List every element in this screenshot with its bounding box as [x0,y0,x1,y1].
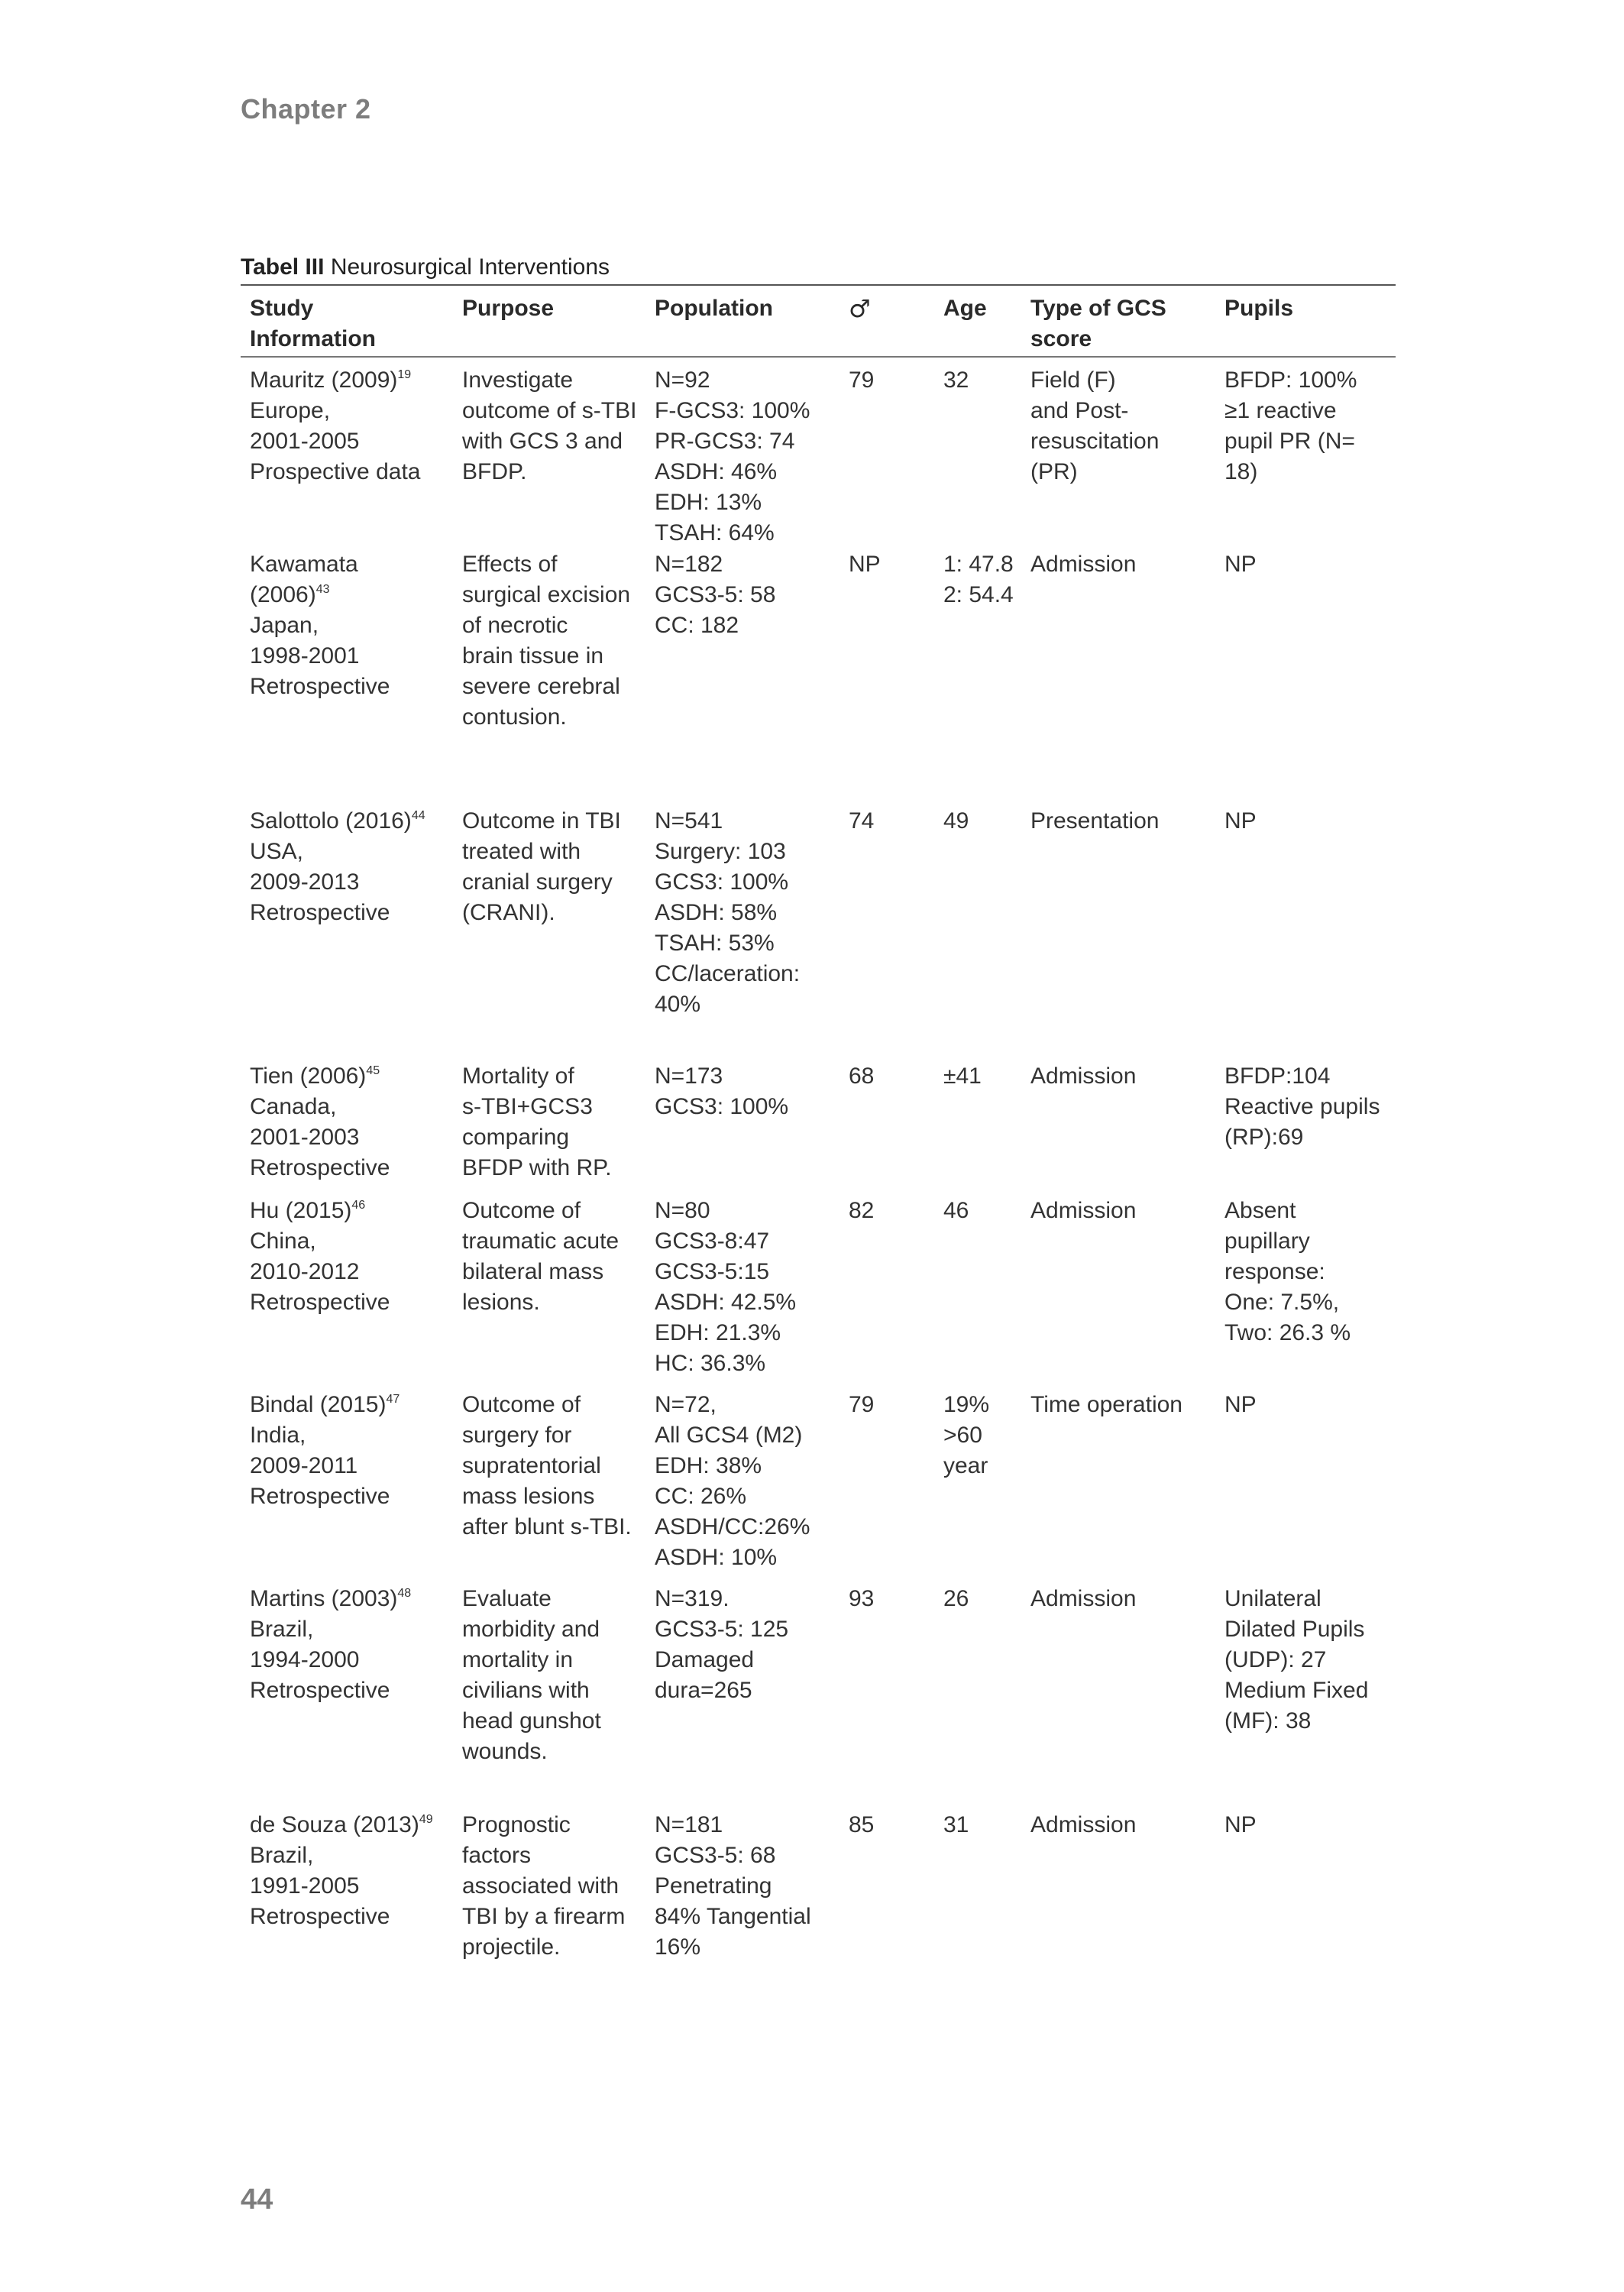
cell-population: N=181 GCS3-5: 68 Penetrating 84% Tangential 16% [655,1812,811,1960]
header-population: Population [655,296,773,321]
cell-purpose: Investigate outcome of s-TBI with GCS 3 and BFDP. [462,367,637,484]
table-caption [241,254,610,281]
study-year: (2006) [250,582,316,607]
table-body [241,357,1396,1963]
table-row [241,1810,1396,1963]
cell-age: 32 [943,367,969,393]
reference-number: 44 [411,809,425,822]
cell-population: N=319. GCS3-5: 125 Damaged dura=265 [655,1586,789,1703]
male-symbol-icon: ♂ [849,294,871,323]
header-study: Study Information [250,296,376,351]
cell-age: 26 [943,1586,969,1611]
cell-pupils: NP [1224,552,1257,577]
reference-number: 43 [315,583,330,596]
cell-purpose: Outcome in TBI treated with cranial surgery (CRANI). [462,808,621,925]
cell-study: Bindal $(2015)^{47}$ India, 2009-2011 Retrospective [250,1392,400,1509]
reference-number: 48 [397,1587,412,1600]
cell-population: N=80 GCS3-8:47 GCS3-5:15 ASDH: 42.5% EDH: 21.3% HC: 36.3% [655,1198,797,1376]
cell-pupils: Absent pupillary response: One: 7.5%, Two: 26.3 % [1224,1198,1351,1345]
study-author: de Souza (2013) [250,1812,419,1837]
cell-age: 31 [943,1812,969,1837]
cell-gcs: Field (F) and Post- resuscitation (PR) [1030,367,1160,484]
header-purpose: Purpose [462,296,555,321]
cell-pupils: NP [1224,1392,1257,1417]
cell-male: 85 [849,1812,875,1837]
cell-study: Hu $(2015)^{46}$ China, 2010-2012 Retrospective [250,1198,390,1315]
table-row [241,549,1396,806]
table-row [241,1390,1396,1584]
header-male [839,285,934,357]
cell-population: N=182 GCS3-5: 58 CC: 182 [655,552,776,638]
cell-gcs: Presentation [1030,808,1160,834]
header-age: Age [943,296,987,321]
cell-male: 82 [849,1198,875,1223]
cell-age: ±41 [943,1063,982,1089]
neurosurgical-interventions-table [241,284,1396,1963]
cell-gcs: Admission [1030,1812,1137,1837]
table-row [241,1061,1396,1196]
study-author: Mauritz (2009) [250,367,398,393]
table-caption-label: Tabel III [241,254,325,280]
cell-purpose: Effects of surgical excision of necrotic brain tissue in severe cerebral contusion. [462,552,631,730]
table-row [241,1196,1396,1390]
cell-purpose: Outcome of traumatic acute bilateral mass lesions. [462,1198,620,1315]
cell-study: Kawamata $(2006)^{43}$ Japan, 1998-2001 Retrospective [250,552,390,699]
cell-pupils: NP [1224,808,1257,834]
cell-age: 49 [943,808,969,834]
header-gcs: Type of GCS score [1030,296,1166,351]
table-row [241,1584,1396,1810]
cell-study: Salottolo $(2016)^{44}$ USA, 2009-2013 Retrospective [250,808,425,925]
cell-pupils: NP [1224,1812,1257,1837]
cell-age: 19% >60 year [943,1392,990,1478]
reference-number: 19 [397,368,412,381]
cell-male: 93 [849,1586,875,1611]
cell-gcs: Time operation [1030,1392,1182,1417]
study-author: Hu (2015) [250,1198,352,1223]
cell-study: Mauritz $(2009)^{19}$ Europe, 2001-2005 Prospective data [250,367,421,484]
table-container [241,284,1396,1963]
cell-study: Tien $(2006)^{45}$ Canada, 2001-2003 Retrospective [250,1063,390,1180]
cell-pupils: BFDP:104 Reactive pupils (RP):69 [1224,1063,1380,1150]
study-author: Martins (2003) [250,1586,398,1611]
reference-number: 49 [419,1813,433,1826]
cell-age: 1: 47.8 2: 54.4 [943,552,1014,607]
cell-male: 74 [849,808,875,834]
cell-population: N=72, All GCS4 (M2) EDH: 38% CC: 26% ASDH/CC:26% ASDH: 10% [655,1392,810,1570]
cell-population: N=541 Surgery: 103 GCS3: 100% ASDH: 58% TSAH: 53% CC/laceration: 40% [655,808,801,1017]
cell-gcs: Admission [1030,1063,1137,1089]
cell-gcs: Admission [1030,1198,1137,1223]
cell-purpose: Outcome of surgery for supratentorial mass lesions after blunt s-TBI. [462,1392,632,1539]
cell-age: 46 [943,1198,969,1223]
table-caption-text: Neurosurgical Interventions [330,254,610,280]
cell-male: 79 [849,1392,875,1417]
cell-pupils: Unilateral Dilated Pupils (UDP): 27 Medium Fixed (MF): 38 [1224,1586,1369,1734]
cell-population: N=92 F-GCS3: 100% PR-GCS3: 74 ASDH: 46% EDH: 13% TSAH: 64% [655,367,810,545]
cell-male: NP [849,552,881,577]
cell-gcs: Admission [1030,552,1137,577]
study-author: Tien (2006) [250,1063,367,1089]
reference-number: 45 [366,1064,380,1077]
cell-male: 79 [849,367,875,393]
page-number: 44 [241,2184,273,2216]
study-author: Bindal (2015) [250,1392,387,1417]
cell-male: 68 [849,1063,875,1089]
cell-purpose: Evaluate morbidity and mortality in civilians with head gunshot wounds. [462,1586,601,1764]
cell-purpose: Mortality of s-TBI+GCS3 comparing BFDP with RP. [462,1063,612,1180]
table-row [241,806,1396,1061]
study-author: Kawamata [250,552,358,577]
cell-study: de Souza $(2013)^{49}$ Brazil, 1991-2005 Retrospective [250,1812,433,1929]
cell-study: Martins $(2003)^{48}$ Brazil, 1994-2000 Retrospective [250,1586,412,1703]
cell-pupils: BFDP: 100% ≥1 reactive pupil PR (N= 18) [1224,367,1357,484]
table-row [241,357,1396,549]
reference-number: 47 [386,1393,400,1406]
cell-gcs: Admission [1030,1586,1137,1611]
running-head: Chapter 2 [241,93,371,125]
reference-number: 46 [351,1199,366,1212]
cell-population: N=173 GCS3: 100% [655,1063,789,1119]
cell-purpose: Prognostic factors associated with TBI by a firearm projectile. [462,1812,626,1960]
header-pupils: Pupils [1224,296,1294,321]
table-header-row [241,285,1396,357]
study-author: Salottolo (2016) [250,808,412,834]
